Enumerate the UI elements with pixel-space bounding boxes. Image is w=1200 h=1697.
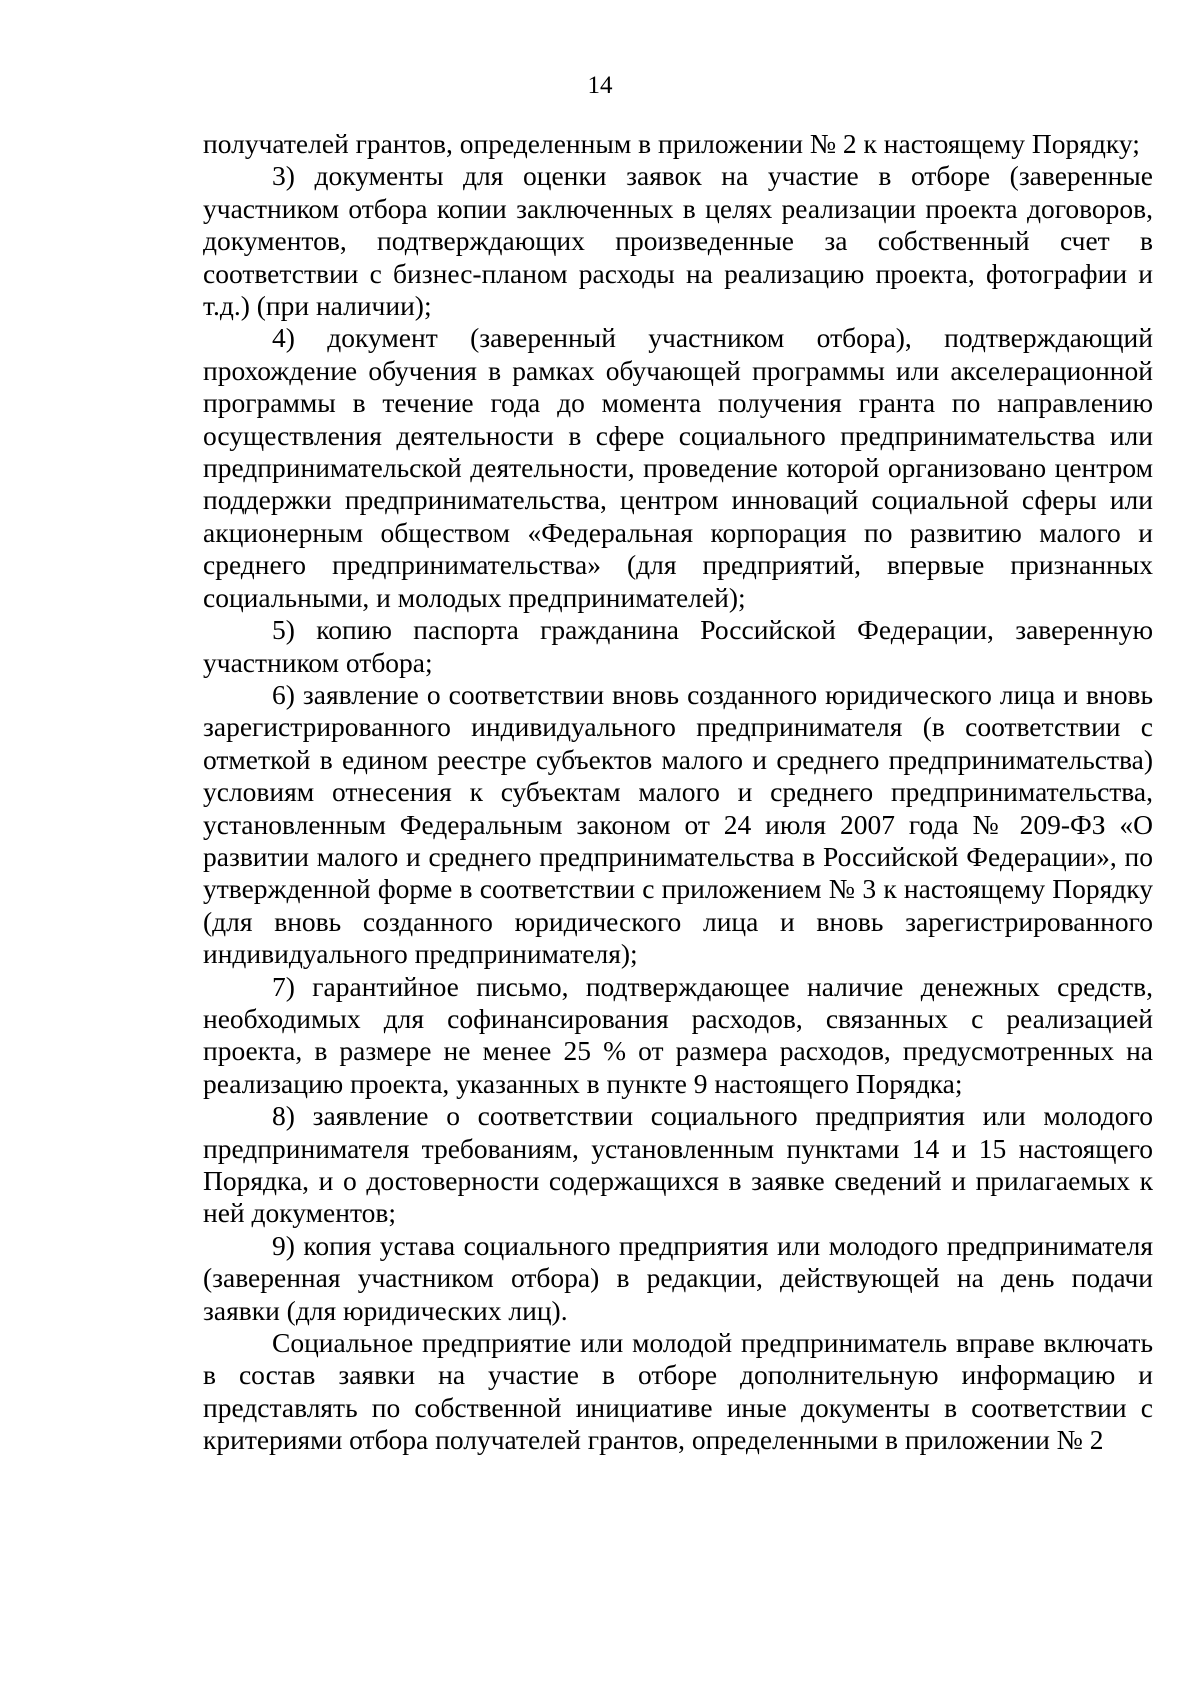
list-item-5: 5) копию паспорта гражданина Российской Федерации, заверенную участником отбора; bbox=[203, 614, 1153, 678]
paragraph-additional-info: Социальное предприятие или молодой предприниматель вправе включать в состав заявки на участие в отборе дополнительную информацию и представлять по собственной инициативе иные документы в соответствии с критериями отбора получателей грантов, определенными в приложении № 2 bbox=[203, 1327, 1153, 1456]
paragraph-continuation: получателей грантов, определенным в приложении № 2 к настоящему Порядку; bbox=[203, 128, 1140, 159]
document-body bbox=[203, 128, 1153, 1457]
list-item-8: 8) заявление о соответствии социального предприятия или молодого предпринимателя требованиям, установленным пунктами 14 и 15 настоящего Порядка, и о достоверности содержащихся в заявке сведений и прилагаемых к ней документов; bbox=[203, 1100, 1153, 1229]
list-item-7: 7) гарантийное письмо, подтверждающее наличие денежных средств, необходимых для софинансирования расходов, связанных с реализацией проекта, в размере не менее 25 % от размера расходов, предусмотренных на реализацию проекта, указанных в пункте 9 настоящего Порядка; bbox=[203, 970, 1153, 1099]
list-item-3: 3) документы для оценки заявок на участие в отборе (заверенные участником отбора копии заключенных в целях реализации проекта договоров, документов, подтверждающих произведенные за собственный счет в соответствии с бизнес-планом расходы на реализацию проекта, фотографии и т.д.) (при наличии); bbox=[203, 160, 1153, 322]
list-item-6: 6) заявление о соответствии вновь созданного юридического лица и вновь зарегистрированного индивидуального предпринимателя (в соответствии с отметкой в едином реестре субъектов малого и среднего предпринимательства) условиям отнесения к субъектам малого и среднего предпринимательства, установленным Федеральным законом от 24 июля 2007 года № 209-ФЗ «О развитии малого и среднего предпринимательства в Российской Федерации», по утвержденной форме в соответствии с приложением № 3 к настоящему Порядку (для вновь созданного юридического лица и вновь зарегистрированного индивидуального предпринимателя); bbox=[203, 678, 1153, 970]
list-item-9: 9) копия устава социального предприятия или молодого предпринимателя (заверенная участником отбора) в редакции, действующей на день подачи заявки (для юридических лиц). bbox=[203, 1229, 1153, 1326]
page-number: 14 bbox=[587, 72, 613, 99]
list-item-4: 4) документ (заверенный участником отбора), подтверждающий прохождение обучения в рамках обучающей программы или акселерационной программы в течение года до момента получения гранта по направлению осуществления деятельности в сфере социального предпринимательства или предпринимательской деятельности, проведение которой организовано центром поддержки предпринимательства, центром инноваций социальной сферы или акционерным обществом «Федеральная корпорация по развитию малого и среднего предпринимательства» (для предприятий, впервые признанных социальными, и молодых предпринимателей); bbox=[203, 322, 1153, 613]
